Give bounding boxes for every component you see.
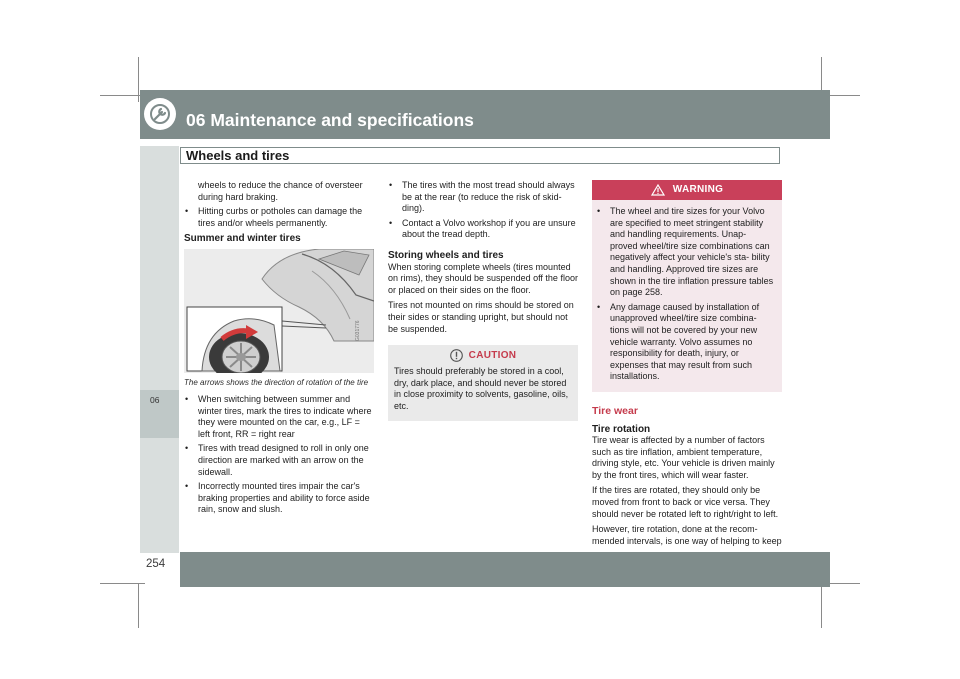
- storing-heading: Storing wheels and tires: [388, 249, 504, 261]
- summer-winter-heading: Summer and winter tires: [184, 233, 301, 245]
- list-item: • Tires with tread designed to roll in only one direction are marked with an arrow on the sidewall.: [184, 443, 374, 478]
- warning-triangle-icon: [651, 184, 665, 196]
- chapter-title: 06 Maintenance and specifications: [186, 110, 474, 130]
- tire-rotation-heading: Tire rotation: [592, 423, 651, 435]
- crop-mark: [100, 95, 145, 96]
- continued-bullet-text: wheels to reduce the chance of oversteer during hard braking.: [198, 180, 363, 202]
- warning-title: WARNING: [672, 184, 724, 196]
- text-column-2: [388, 180, 578, 421]
- image-code: G031776: [355, 320, 361, 341]
- footer-band: [180, 552, 830, 587]
- illustration-caption: The arrows shows the direction of rotation of the tire: [184, 377, 369, 387]
- page-number: 254: [146, 558, 166, 570]
- list-item: • Any damage caused by installation of unapproved wheel/tire size combina- tions will not be covered by your new vehicle warranty. Volvo assumes no responsibility for death, injury, or expenses that may result from such installations.: [596, 302, 776, 383]
- list-item: • When switching between summer and winter tires, mark the tires to indicate where they were mounted on the car, e.g., LF = left front, RR = right rear: [184, 394, 374, 440]
- warning-header: [592, 180, 782, 200]
- list-item: • Hitting curbs or potholes can damage the tires and/or wheels permanently.: [184, 206, 374, 229]
- list-item: • The wheel and tire sizes for your Volvo are specified to meet stringent stability and handling requirements. Unap- proved wheel/tire size combinations can negatively affect your vehicle's sta- bility and handling. Approved tire sizes are shown in the tire inflation pressure tables on page 258.: [596, 206, 776, 299]
- tire-wear-heading: Tire wear: [592, 404, 638, 417]
- bullet-list: [388, 180, 578, 241]
- wrench-gear-icon: [144, 98, 176, 130]
- chapter-tab-label: 06: [150, 395, 160, 405]
- bullet-list: [184, 394, 374, 516]
- text-column-3: [592, 180, 782, 551]
- crop-mark: [821, 583, 822, 628]
- chapter-tab: [140, 390, 179, 438]
- warning-box: [592, 200, 782, 392]
- caution-text: Tires should preferably be stored in a cool, dry, dark place, and should never be stored in close proximity to solvents, gasoline, oils, etc.: [394, 366, 569, 411]
- bullet-list: [596, 206, 776, 383]
- paragraph: If the tires are rotated, they should only be moved from front to back or vice versa. They should never be rotated left to right/right to left.: [592, 485, 779, 519]
- caution-header: [388, 345, 578, 364]
- list-item: • The tires with the most tread should always be at the rear (to reduce the risk of skid- ding).: [388, 180, 578, 215]
- caution-title: CAUTION: [468, 349, 517, 361]
- paragraph: Tires not mounted on rims should be stored on their sides or standing upright, but should not be suspended.: [388, 300, 574, 334]
- crop-mark: [100, 583, 145, 584]
- crop-mark: [138, 583, 139, 628]
- bullet-list: [184, 206, 374, 229]
- list-item: • Contact a Volvo workshop if you are unsure about the tread depth.: [388, 218, 578, 241]
- paragraph: Tire wear is affected by a number of factors such as tire inflation, ambient temperature, driving style, etc. Your vehicle is driven mainly by the front tires, which will wear faster.: [592, 435, 775, 480]
- list-item: • Incorrectly mounted tires impair the car's braking properties and ability to force aside rain, snow and slush.: [184, 481, 374, 516]
- chapter-sidebar: [140, 146, 179, 553]
- caution-box: [388, 345, 578, 420]
- paragraph: When storing complete wheels (tires mounted on rims), they should be suspended off the floor or placed on their sides on the floor.: [388, 261, 578, 295]
- section-title: Wheels and tires: [186, 148, 290, 163]
- tire-rotation-illustration: [184, 249, 374, 373]
- caution-icon: [450, 349, 463, 362]
- paragraph: However, tire rotation, done at the recom- mended intervals, is one way of helping to keep: [592, 524, 782, 546]
- text-column-1: [184, 180, 374, 519]
